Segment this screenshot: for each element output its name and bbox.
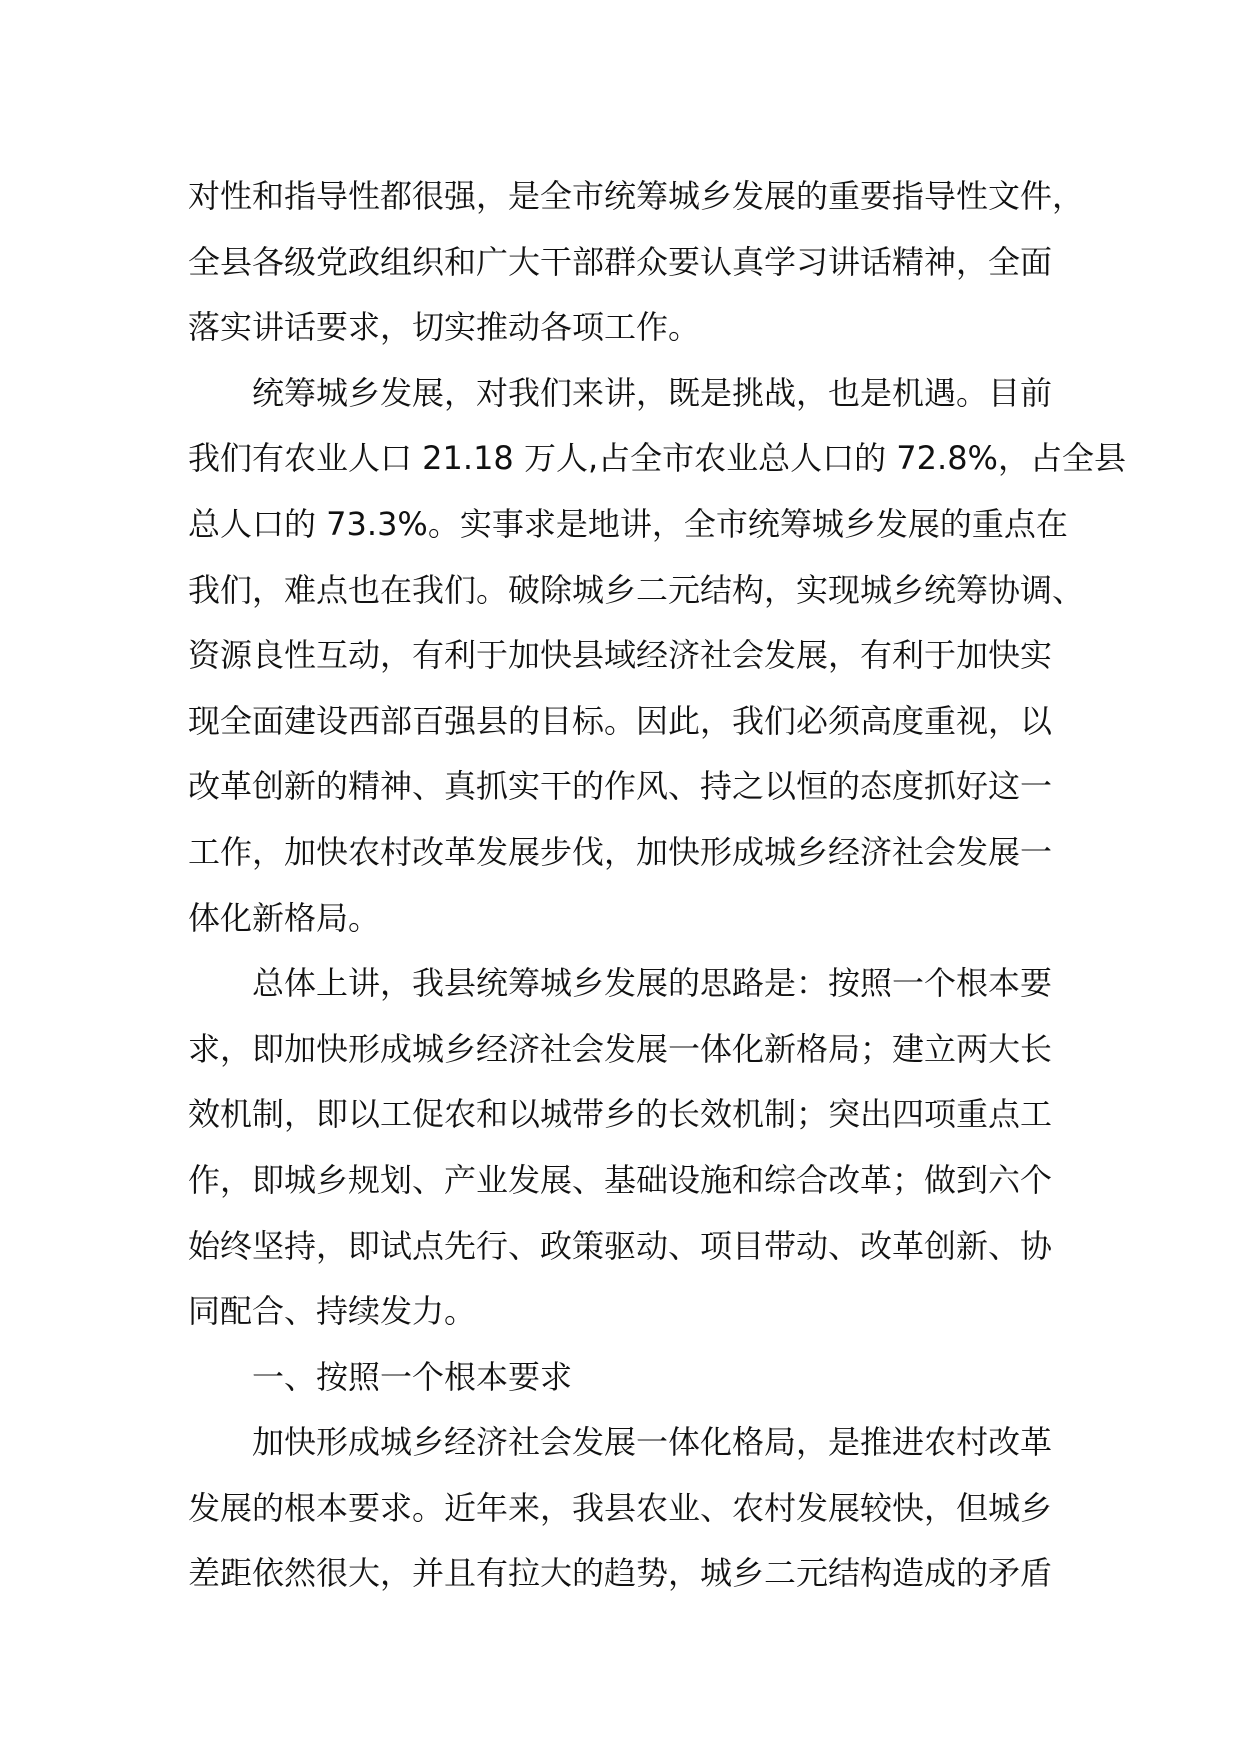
paragraph: [188, 164, 1085, 361]
text-line: 同配合、持续发力。: [188, 1292, 477, 1331]
text-line: 我们，难点也在我们。破除城乡二元结构，实现城乡统筹协调、: [188, 570, 1085, 609]
text-line: 总人口的 73.3%。实事求是地讲，全市统筹城乡发展的重点在: [188, 504, 1068, 543]
text-line: 差距依然很大，并且有拉大的趋势，城乡二元结构造成的矛盾: [188, 1554, 1053, 1593]
text-line: 一、按照一个根本要求: [252, 1357, 573, 1396]
text-line: 对性和指导性都很强，是全市统筹城乡发展的重要指导性文件，: [188, 177, 1085, 215]
text-line: 全县各级党政组织和广大干部群众要认真学习讲话精神，全面: [188, 242, 1053, 281]
text-line: 体化新格局。: [188, 898, 381, 937]
paragraph: [188, 951, 1068, 1345]
text-line: 我们有农业人口 21.18 万人,占全市农业总人口的 72.8%，占全县: [188, 439, 1126, 478]
text-line: 求，即加快形成城乡经济社会发展一体化新格局；建立两大长: [188, 1029, 1053, 1068]
text-line: 效机制，即以工促农和以城带乡的长效机制；突出四项重点工: [188, 1095, 1053, 1134]
text-line: 始终坚持，即试点先行、政策驱动、项目带动、改革创新、协: [188, 1226, 1053, 1265]
text-line: 统筹城乡发展，对我们来讲，既是挑战，也是机遇。目前: [252, 373, 1053, 412]
text-line: 工作，加快农村改革发展步伐，加快形成城乡经济社会发展一: [188, 832, 1053, 871]
text-line: 改革创新的精神、真抓实干的作风、持之以恒的态度抓好这一: [188, 767, 1053, 806]
paragraph: [188, 1345, 1068, 1411]
text-line: 发展的根本要求。近年来，我县农业、农村发展较快，但城乡: [188, 1488, 1053, 1527]
text-line: 落实讲话要求，切实推动各项工作。: [188, 308, 701, 347]
text-line: 总体上讲，我县统筹城乡发展的思路是：按照一个根本要: [252, 964, 1053, 1003]
body-text: [188, 164, 1126, 1607]
text-line: 现全面建设西部百强县的目标。因此，我们必须高度重视，以: [188, 701, 1053, 740]
text-line: 作，即城乡规划、产业发展、基础设施和综合改革；做到六个: [188, 1160, 1053, 1199]
text-line: 资源良性互动，有利于加快县域经济社会发展，有利于加快实: [188, 636, 1053, 675]
paragraph: [188, 361, 1126, 951]
text-line: 加快形成城乡经济社会发展一体化格局，是推进农村改革: [252, 1423, 1053, 1462]
paragraph: [188, 1410, 1068, 1607]
